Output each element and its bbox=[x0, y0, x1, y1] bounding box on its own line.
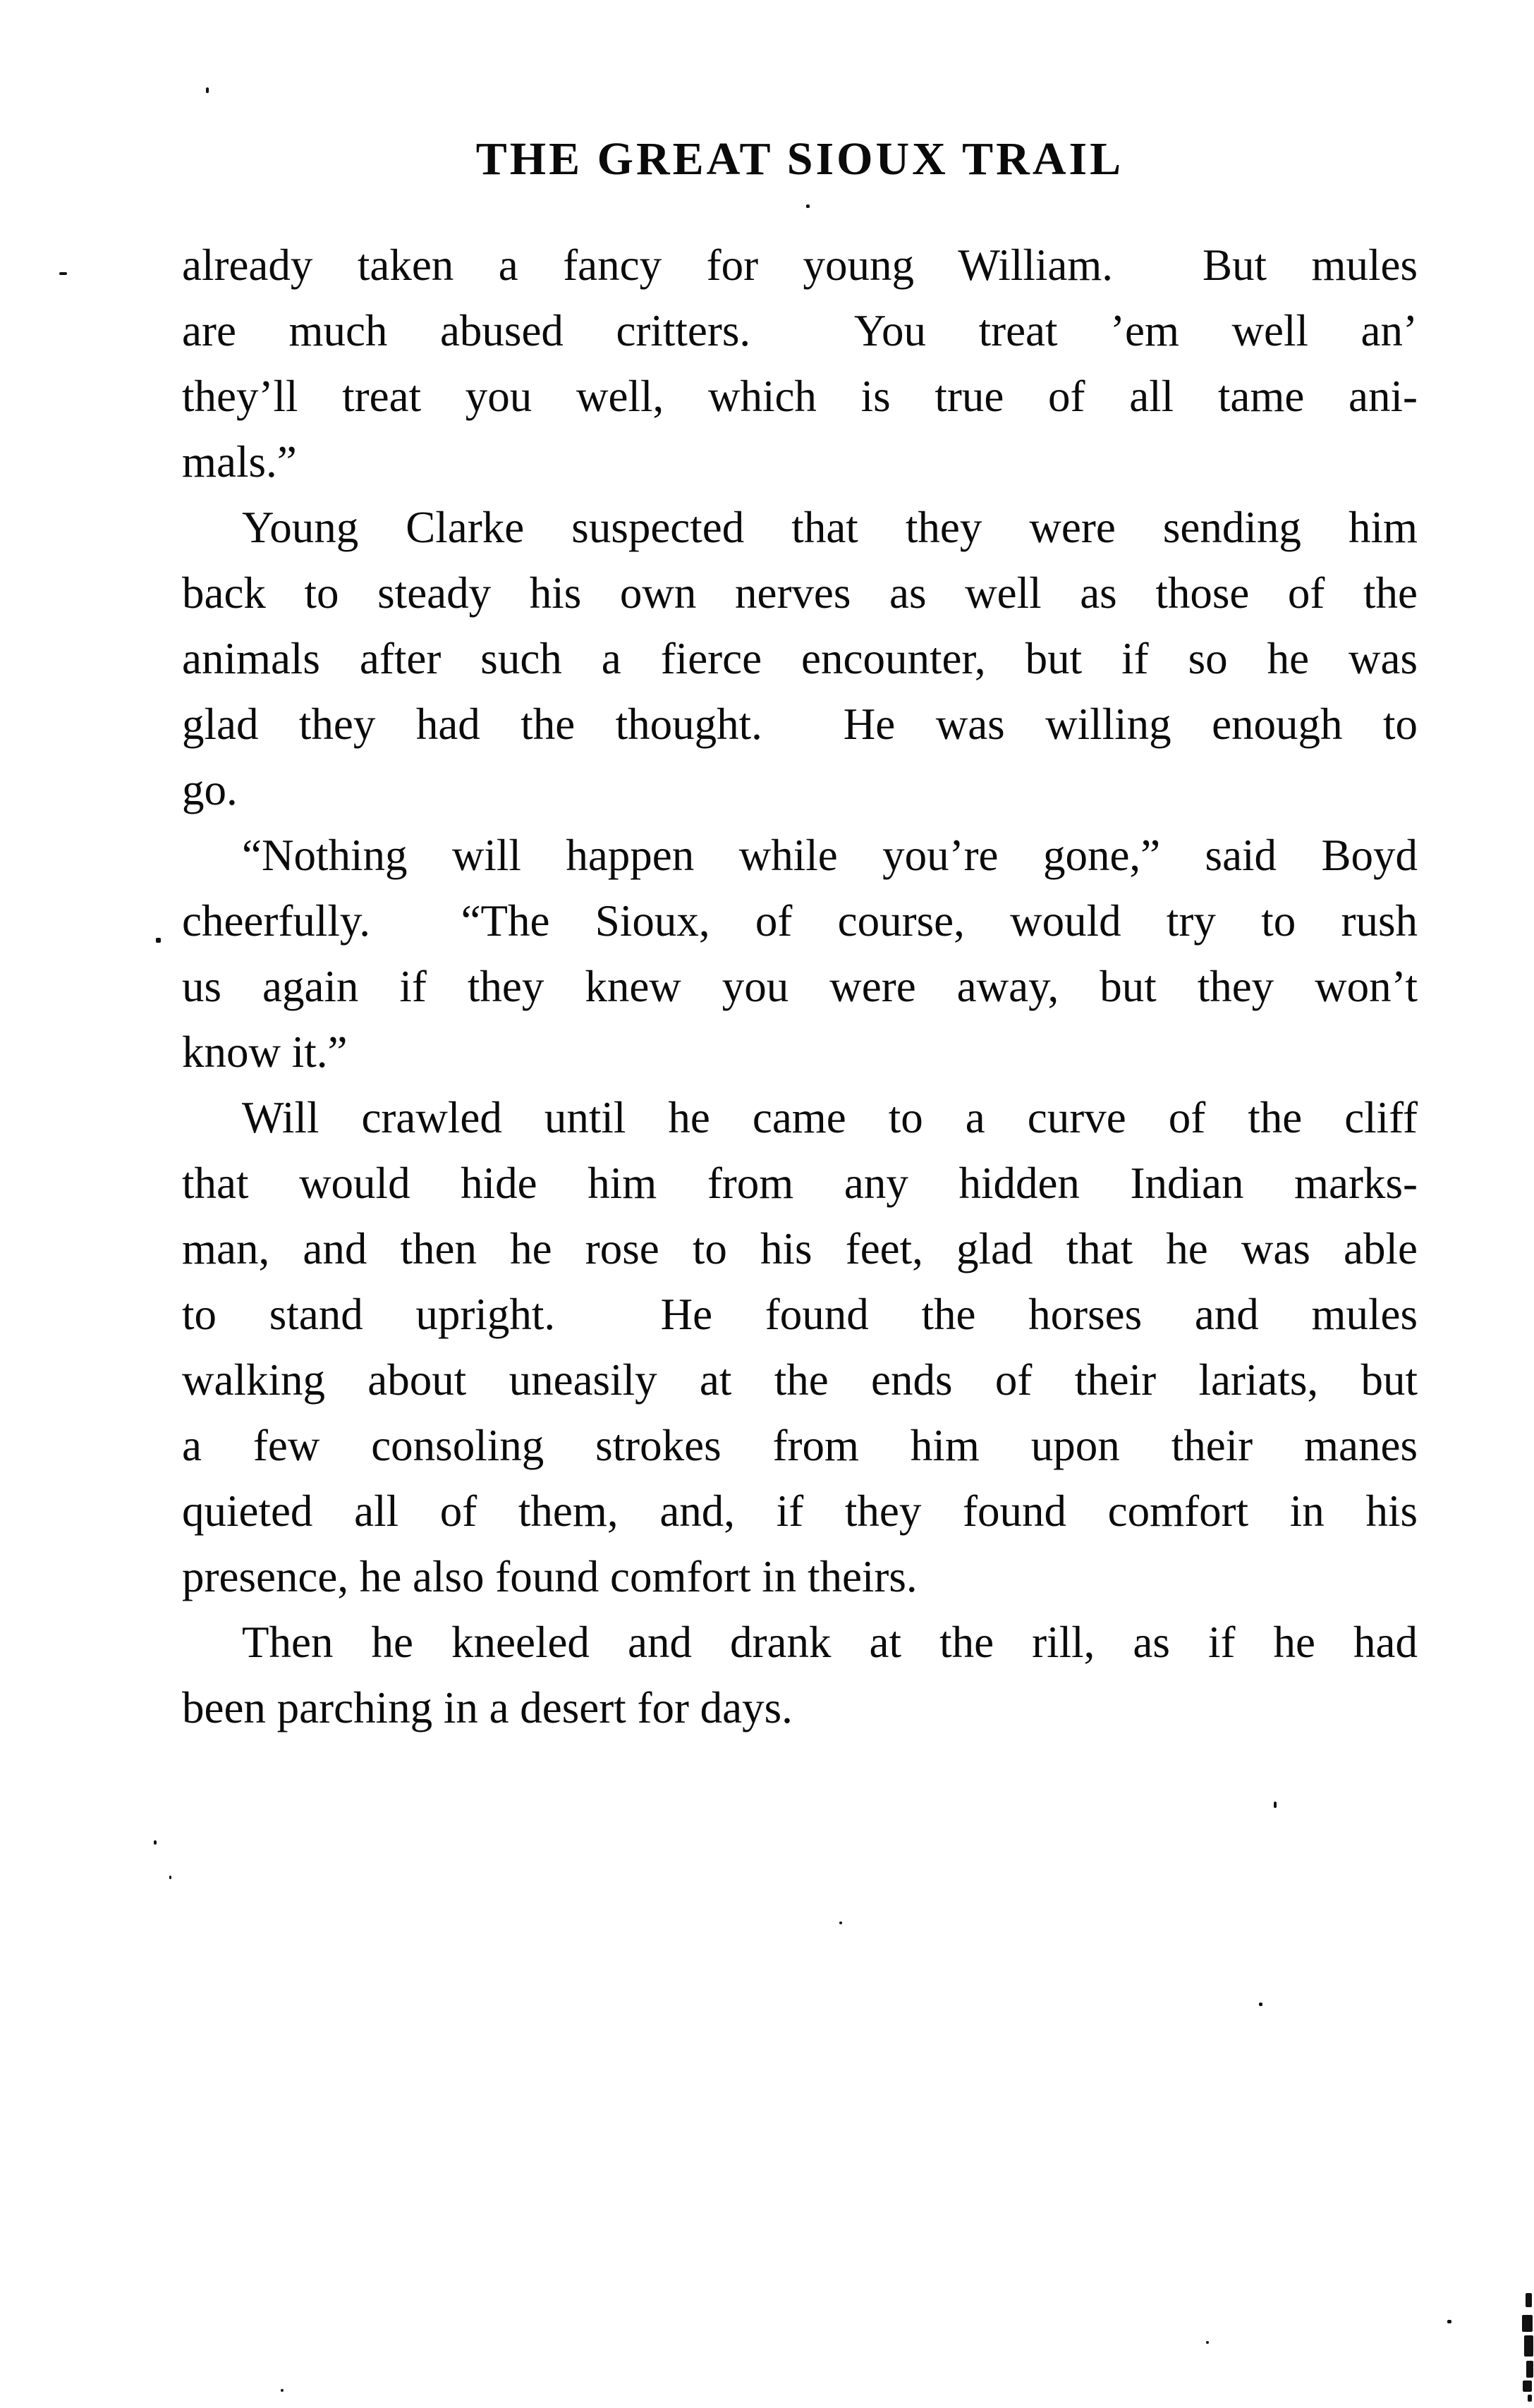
paragraph bbox=[182, 233, 1418, 495]
body-line: Young Clarke suspected that they were sending him bbox=[242, 503, 1418, 552]
paragraph bbox=[182, 1610, 1418, 1741]
body-line: quieted all of them, and, if they found comfort in his bbox=[182, 1486, 1418, 1536]
body-line: know it.” bbox=[182, 1027, 348, 1077]
text-block bbox=[182, 233, 1418, 1741]
scan-edge-mark bbox=[1524, 2335, 1533, 2357]
body-line: been parching in a desert for days. bbox=[182, 1683, 793, 1732]
scan-speck bbox=[281, 2389, 284, 2392]
scan-edge-mark bbox=[1526, 2293, 1532, 2307]
body-line: already taken a fancy for young William. But mules bbox=[182, 240, 1418, 290]
scan-speck bbox=[1206, 2341, 1209, 2344]
body-line: animals after such a fierce encounter, but if so he was bbox=[182, 634, 1418, 683]
body-line: man, and then he rose to his feet, glad that he was able bbox=[182, 1224, 1418, 1273]
body-line: a few consoling strokes from him upon their manes bbox=[182, 1421, 1418, 1470]
body-line: they’ll treat you well, which is true of all tame ani- bbox=[182, 372, 1418, 421]
scan-speck bbox=[1259, 2003, 1262, 2006]
body-line: Then he kneeled and drank at the rill, as if he had bbox=[242, 1618, 1418, 1667]
body-line: mals.” bbox=[182, 437, 297, 487]
scan-speck bbox=[1274, 1802, 1277, 1808]
paragraph bbox=[182, 1085, 1418, 1610]
body-line: cheerfully. “The Sioux, of course, would try to rush bbox=[182, 896, 1418, 946]
body-line: are much abused critters. You treat ’em well an’ bbox=[182, 306, 1418, 355]
scan-speck bbox=[806, 204, 810, 208]
paragraph bbox=[182, 495, 1418, 823]
body-line: “Nothing will happen while you’re gone,” said Boyd bbox=[242, 831, 1418, 880]
scan-edge-mark bbox=[1528, 2395, 1532, 2402]
scan-edge-mark bbox=[1526, 2361, 1533, 2378]
scan-speck bbox=[154, 1840, 157, 1845]
scan-edge-mark bbox=[1523, 2381, 1532, 2392]
body-line: to stand upright. He found the horses and mules bbox=[182, 1290, 1418, 1339]
paragraph bbox=[182, 823, 1418, 1085]
scan-speck bbox=[206, 87, 209, 93]
body-line: go. bbox=[182, 765, 238, 814]
body-line: presence, he also found comfort in theirs. bbox=[182, 1552, 918, 1601]
body-line: glad they had the thought. He was willing enough to bbox=[182, 699, 1418, 749]
body-line: walking about uneasily at the ends of their lariats, but bbox=[182, 1355, 1418, 1405]
scan-speck bbox=[1447, 2320, 1451, 2323]
body-line: that would hide him from any hidden Indian marks- bbox=[182, 1159, 1418, 1208]
scan-speck bbox=[169, 1876, 171, 1879]
body-line: us again if they knew you were away, but they won’t bbox=[182, 962, 1418, 1011]
scan-speck bbox=[59, 272, 67, 275]
body-line: Will crawled until he came to a curve of the cliff bbox=[242, 1093, 1418, 1142]
scan-speck bbox=[839, 1921, 842, 1924]
running-head: THE GREAT SIOUX TRAIL bbox=[475, 133, 1124, 185]
scan-edge-mark bbox=[1522, 2315, 1533, 2332]
body-line: back to steady his own nerves as well as those of the bbox=[182, 568, 1418, 618]
scan-speck bbox=[156, 938, 161, 943]
